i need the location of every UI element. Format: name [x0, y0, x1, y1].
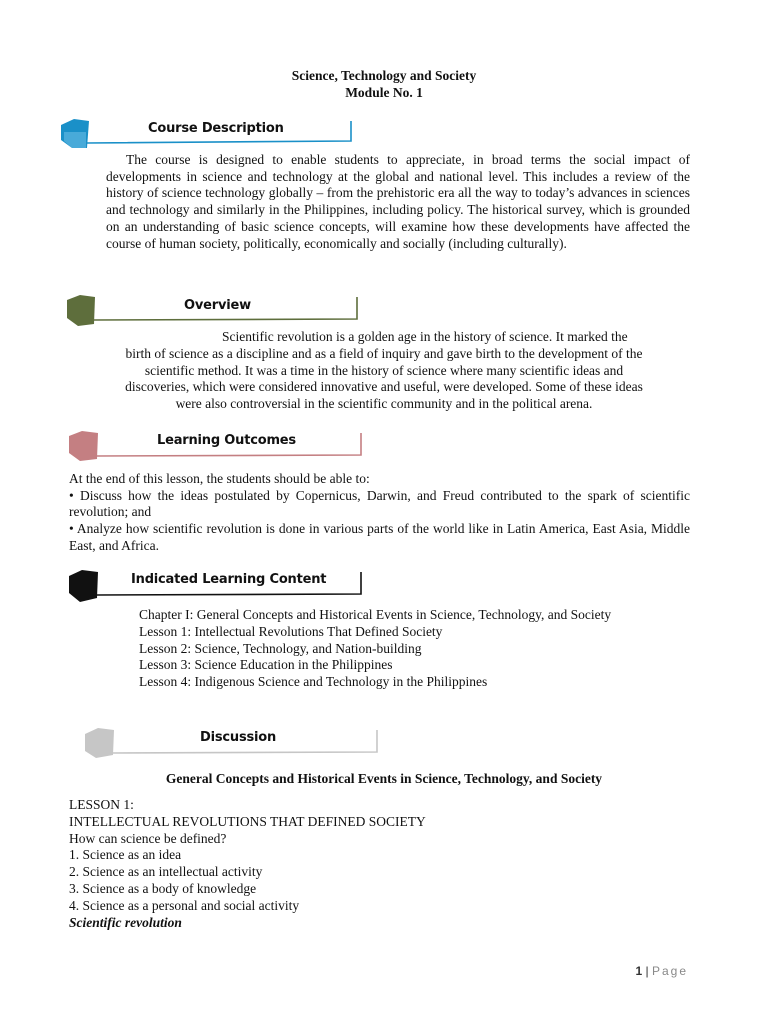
- learning-outcomes-intro: At the end of this lesson, the students should be able to:: [69, 471, 370, 486]
- course-description-rest: developments in science and technology at the global and national level. This includes a review of the history of science technology globally – from the prehistoric era all the way to today’s advances in sciences and technology and similarly in the Philippines, including policy. The historical survey, which is grounded on an understanding of basic science concepts, will examine how these developments have affected the course of human society, politically, economically and socially (including culturally).: [106, 168, 690, 251]
- indicated-content-heading: Indicated Learning Content: [131, 572, 327, 587]
- discussion-emphasis: Scientific revolution: [69, 914, 182, 930]
- discussion-line: INTELLECTUAL REVOLUTIONS THAT DEFINED SOCIETY: [69, 813, 426, 829]
- overview-heading: Overview: [184, 298, 251, 313]
- discussion-line: LESSON 1:: [69, 797, 134, 812]
- discussion-subtitle: General Concepts and Historical Events in Science, Technology, and Society: [165, 771, 603, 786]
- overview-line: discoveries, which were considered innovative and useful, were developed. Some of these ideas: [125, 379, 643, 395]
- content-line: Lesson 1: Intellectual Revolutions That Defined Society: [139, 623, 443, 639]
- discussion-heading: Discussion: [200, 730, 277, 745]
- content-line: Lesson 3: Science Education in the Philippines: [139, 657, 393, 673]
- learning-outcome-item: • Analyze how scientific revolution is done in various parts of the world like in Latin America, East Asia, Middle East, and Africa.: [69, 521, 690, 553]
- page-footer: [635, 964, 688, 978]
- overview-line: birth of science as a discipline and as a field of inquiry and gave birth to the development of the: [125, 345, 643, 361]
- page-number: 1: [635, 964, 643, 978]
- discussion-line: How can science be defined?: [69, 830, 227, 846]
- content-line: Chapter I: General Concepts and Historical Events in Science, Technology, and Society: [139, 607, 612, 622]
- document-title: Science, Technology and Society: [291, 68, 477, 83]
- content-line: Lesson 4: Indigenous Science and Technology in the Philippines: [139, 674, 488, 690]
- overview-body: [0, 329, 768, 413]
- discussion-body: [69, 797, 426, 931]
- page-word: Page: [651, 964, 688, 978]
- course-description-heading: Course Description: [148, 121, 284, 136]
- discussion-line: 1. Science as an idea: [69, 847, 182, 863]
- course-description-first-line: The course is designed to enable students to appreciate, in broad terms the social impact of: [126, 152, 690, 167]
- discussion-line: 2. Science as an intellectual activity: [69, 864, 263, 880]
- discussion-header: [84, 727, 382, 759]
- page-separator: |: [645, 964, 649, 978]
- overview-header: [66, 294, 362, 326]
- overview-line: were also controversial in the scientific community and in the political arena.: [175, 396, 593, 412]
- learning-outcomes-header: [68, 430, 366, 462]
- learning-outcomes-body: [69, 471, 690, 555]
- overview-line: Scientific revolution is a golden age in the history of science. It marked the: [222, 329, 628, 344]
- module-label: Module No. 1: [345, 85, 423, 100]
- course-description-header: [60, 118, 356, 150]
- indicated-content-body: [139, 607, 611, 691]
- learning-outcome-item: • Discuss how the ideas postulated by Copernicus, Darwin, and Freud contributed to the spark of scientific revolution; and: [69, 487, 690, 520]
- content-line: Lesson 2: Science, Technology, and Nation-building: [139, 640, 422, 656]
- discussion-line: 4. Science as a personal and social activity: [69, 897, 300, 913]
- course-description-body: [106, 152, 690, 252]
- indicated-content-header: [68, 569, 366, 601]
- learning-outcomes-heading: Learning Outcomes: [157, 433, 296, 448]
- discussion-line: 3. Science as a body of knowledge: [69, 880, 257, 896]
- overview-line: scientific method. It was a time in the history of science where many scientific ideas and: [144, 362, 624, 378]
